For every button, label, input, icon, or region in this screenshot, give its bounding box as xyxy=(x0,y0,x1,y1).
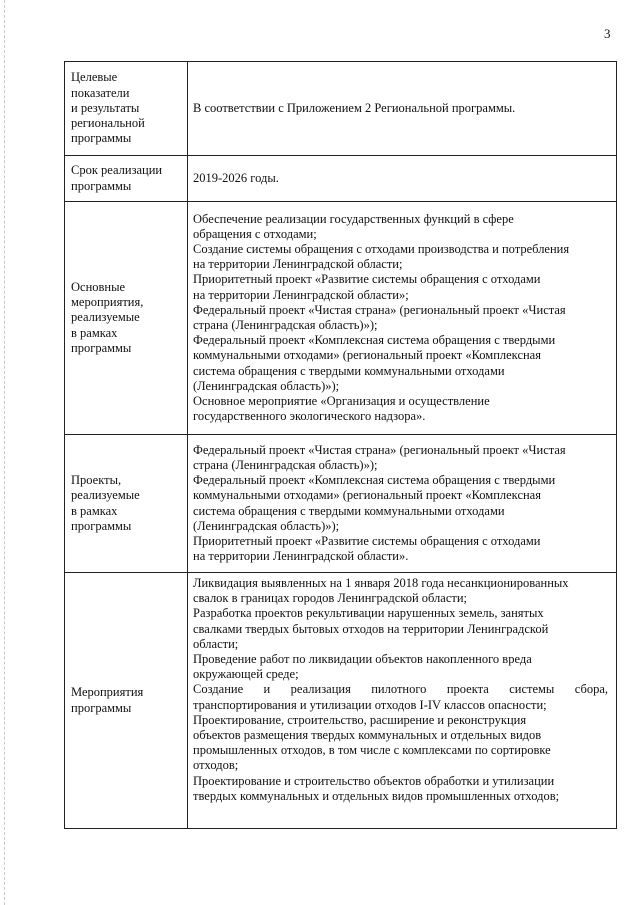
value-line: на территории Ленинградской области; xyxy=(193,257,403,272)
value-line: Проведение работ по ликвидации объектов накопленного вреда xyxy=(193,652,532,667)
label-line: программы xyxy=(71,340,132,355)
label-line: Основные xyxy=(71,279,126,294)
value-line: Ликвидация выявленных на 1 января 2018 года несанкционированных xyxy=(193,576,569,590)
value-cell-implementation-period xyxy=(188,156,617,202)
value-line: (Ленинградская область)»); xyxy=(193,518,340,533)
value-line: промышленных отходов, в том числе с комплексами по сортировке xyxy=(193,743,551,758)
value-line: области; xyxy=(193,636,239,651)
label-line: Срок реализации xyxy=(71,163,163,178)
page-number: 3 xyxy=(604,26,611,41)
label-cell-projects xyxy=(65,435,188,573)
label-cell-target-indicators xyxy=(65,62,188,156)
value-line: Обеспечение реализации государственных функций в сфере xyxy=(193,211,514,226)
label-line: показатели xyxy=(71,85,130,100)
label-line: реализуемые xyxy=(71,488,140,503)
value-line: коммунальными отходами» (региональный проект «Комплексная xyxy=(193,488,541,503)
value-line: 2019-2026 годы. xyxy=(193,170,279,185)
label-cell-implementation-period xyxy=(65,156,188,202)
value-line: (Ленинградская область)»); xyxy=(193,378,340,393)
label-line: Проекты, xyxy=(71,473,122,488)
value-line: коммунальными отходами» (региональный проект «Комплексная xyxy=(193,348,541,363)
value-line: В соответствии с Приложением 2 Региональной программы. xyxy=(193,100,516,115)
label-line: Мероприятия xyxy=(71,685,144,700)
value-line: твердых коммунальных и отдельных видов промышленных отходов; xyxy=(193,788,560,803)
value-line: Проектирование, строительство, расширение и реконструкция xyxy=(193,712,527,727)
label-line: Целевые xyxy=(71,70,118,85)
label-line: в рамках xyxy=(71,503,118,518)
label-line: программы xyxy=(71,131,132,146)
value-line: свалками твердых бытовых отходов на территории Ленинградской xyxy=(193,621,549,636)
value-line: отходов; xyxy=(193,758,239,773)
value-line: свалок в границах городов Ленинградской области; xyxy=(193,591,468,606)
binding-margin-line xyxy=(4,0,5,905)
value-line: государственного экологического надзора». xyxy=(193,409,426,424)
label-line: и результаты xyxy=(71,100,140,115)
table-row-program-activities xyxy=(65,573,617,829)
value-line: Федеральный проект «Чистая страна» (региональный проект «Чистая xyxy=(193,302,566,317)
value-line: транспортирования и утилизации отходов I-IV классов опасности; xyxy=(193,697,547,712)
value-line: Федеральный проект «Комплексная система обращения с твердыми xyxy=(193,473,556,488)
value-line: Основное мероприятие «Организация и осуществление xyxy=(193,394,490,409)
value-line: Создание системы обращения с отходами производства и потребления xyxy=(193,241,570,256)
label-line: региональной xyxy=(71,116,145,131)
value-line: на территории Ленинградской области». xyxy=(193,549,409,564)
value-line: на территории Ленинградской области»; xyxy=(193,287,409,302)
table-row-implementation-period xyxy=(65,156,617,202)
value-line: Федеральный проект «Комплексная система обращения с твердыми xyxy=(193,333,556,348)
value-cell-target-indicators xyxy=(188,62,617,156)
label-cell-program-activities xyxy=(65,573,188,829)
value-line: Приоритетный проект «Развитие системы обращения с отходами xyxy=(193,533,541,548)
value-line: обращения с отходами; xyxy=(193,226,317,241)
value-line: Создание и реализация пилотного проекта системы сбора, xyxy=(193,682,608,697)
label-line: в рамках xyxy=(71,325,118,340)
value-line: окружающей среде; xyxy=(193,667,299,682)
value-line: Приоритетный проект «Развитие системы обращения с отходами xyxy=(193,272,541,287)
value-cell-projects xyxy=(188,435,617,573)
value-line: страна (Ленинградская область)»); xyxy=(193,318,378,332)
value-cell-program-activities xyxy=(188,573,617,829)
label-line: реализуемые xyxy=(71,310,140,325)
table-row-projects xyxy=(65,435,617,573)
value-cell-main-activities xyxy=(188,202,617,435)
value-line: объектов размещения твердых коммунальных и отдельных видов xyxy=(193,728,542,743)
label-line: программы xyxy=(71,178,132,193)
value-line: система обращения с твердыми коммунальными отходами xyxy=(193,503,505,518)
label-line: программы xyxy=(71,700,132,715)
label-line: мероприятия, xyxy=(71,295,144,310)
label-line: программы xyxy=(71,518,132,533)
table-row-main-activities xyxy=(65,202,617,435)
value-line: Разработка проектов рекультивации нарушенных земель, занятых xyxy=(193,606,544,621)
table-row-target-indicators xyxy=(65,62,617,156)
value-line: система обращения с твердыми коммунальными отходами xyxy=(193,363,505,378)
value-line: Федеральный проект «Чистая страна» (региональный проект «Чистая xyxy=(193,442,566,457)
passport-table xyxy=(64,61,617,829)
value-line: страна (Ленинградская область)»); xyxy=(193,457,378,472)
label-cell-main-activities xyxy=(65,202,188,435)
value-line: Проектирование и строительство объектов обработки и утилизации xyxy=(193,773,555,788)
